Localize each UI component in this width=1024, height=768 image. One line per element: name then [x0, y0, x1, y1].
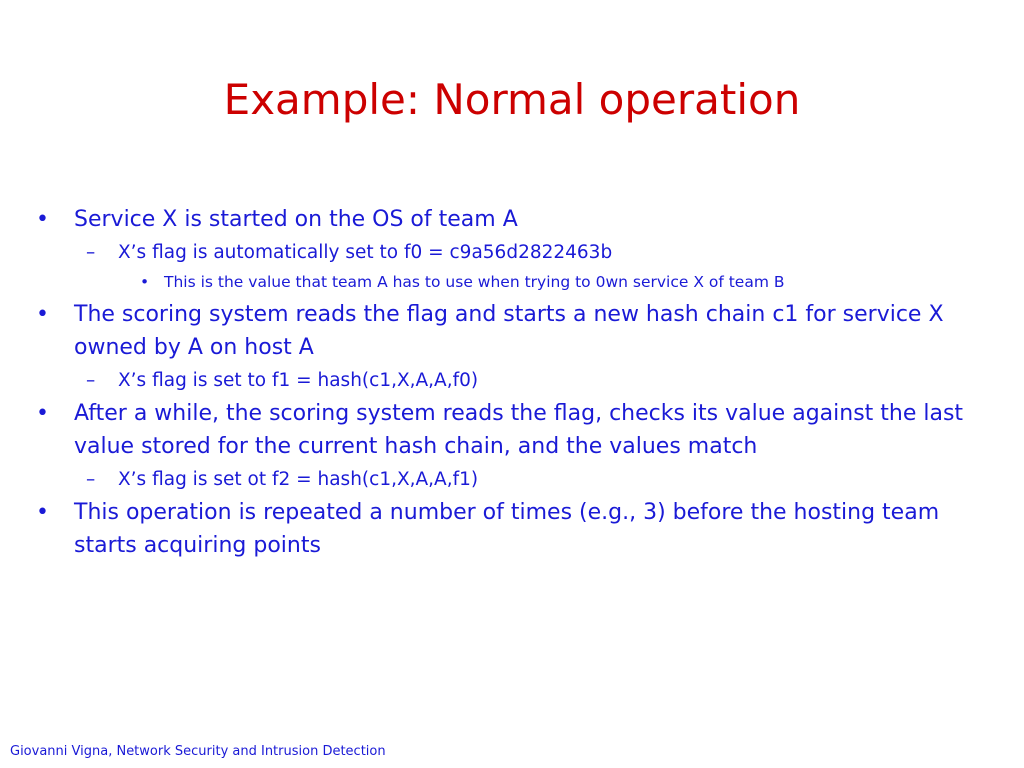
sub-bullet-text: X’s flag is automatically set to f0 = c9a56d2822463b	[118, 242, 613, 263]
bullet-marker: •	[36, 302, 49, 327]
bullet-marker: •	[36, 500, 49, 525]
bullet-text: After a while, the scoring system reads the flag, checks its value against the last value stored for the current hash chain, and the values match	[74, 401, 964, 459]
sub-bullet-marker: –	[86, 469, 96, 490]
bullet-item	[30, 496, 1000, 562]
bullet-marker: •	[36, 401, 49, 426]
sub-sub-bullet-item	[30, 269, 1000, 295]
bullet-item	[30, 298, 1000, 364]
sub-bullet-marker: –	[86, 370, 96, 391]
sub-bullet-text: X’s flag is set ot f2 = hash(c1,X,A,A,f1)	[118, 469, 479, 490]
slide-footer: Giovanni Vigna, Network Security and Intrusion Detection	[10, 744, 386, 759]
sub-bullet-item	[30, 238, 1000, 267]
slide-title: Example: Normal operation	[223, 75, 801, 124]
bullet-text: Service X is started on the OS of team A	[74, 207, 518, 232]
bullet-text: This operation is repeated a number of times (e.g., 3) before the hosting team starts acquiring points	[74, 500, 940, 558]
bullet-marker: •	[36, 207, 49, 232]
sub-bullet-item	[30, 465, 1000, 494]
bullet-item	[30, 203, 1000, 236]
sub-bullet-item	[30, 366, 1000, 395]
bullet-list	[30, 203, 1000, 564]
sub-sub-bullet-text: This is the value that team A has to use when trying to 0wn service X of team B	[164, 273, 785, 291]
sub-bullet-marker: –	[86, 242, 96, 263]
sub-sub-bullet-marker: •	[140, 273, 150, 291]
bullet-text: The scoring system reads the flag and starts a new hash chain c1 for service X owned by A on host A	[74, 302, 944, 360]
sub-bullet-text: X’s flag is set to f1 = hash(c1,X,A,A,f0)	[118, 370, 479, 391]
bullet-item	[30, 397, 1000, 463]
